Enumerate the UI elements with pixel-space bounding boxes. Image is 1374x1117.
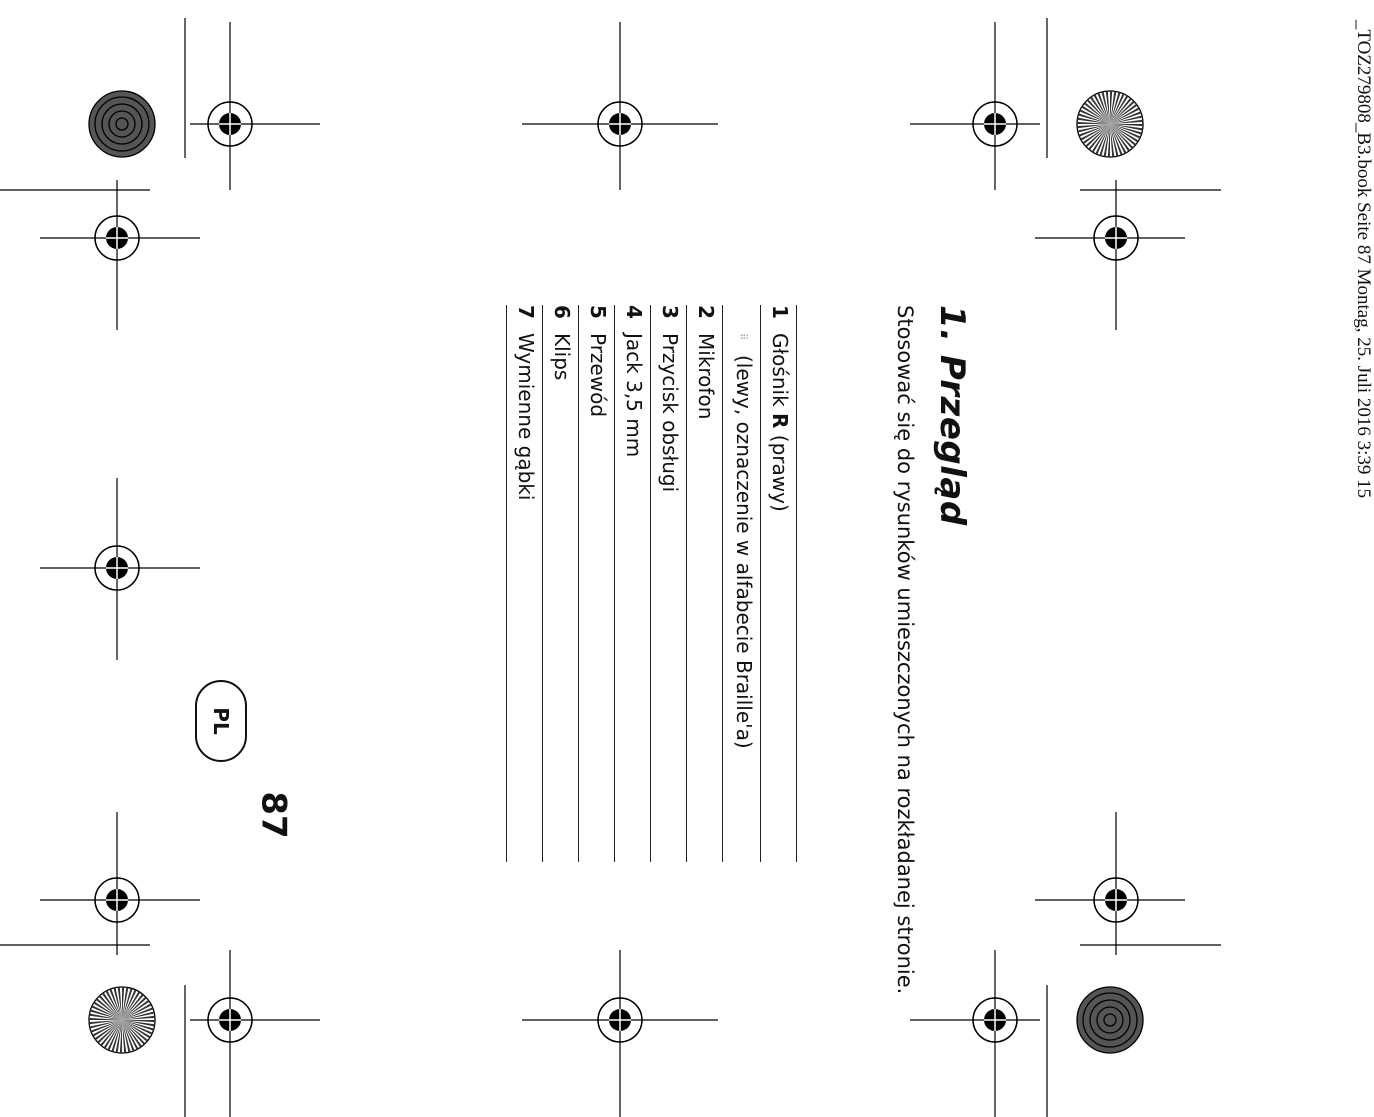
starburst-mark bbox=[89, 987, 155, 1053]
part-number bbox=[723, 305, 761, 327]
part-number: 2 bbox=[687, 305, 723, 327]
table-row bbox=[761, 305, 797, 862]
part-label: Klips bbox=[543, 327, 579, 862]
table-row bbox=[723, 305, 761, 862]
section-title: 1. Przegląd bbox=[932, 305, 972, 526]
page-number: 87 bbox=[253, 791, 294, 839]
part-label: Przycisk obsługi bbox=[651, 327, 687, 862]
print-header: _TOZ279808_B3.book Seite 87 Montag, 25. Juli 2016 3:39 15 bbox=[1353, 19, 1374, 499]
table-row bbox=[651, 305, 687, 862]
part-label: ⠿(lewy, oznaczenie w alfabecie Braille'a) bbox=[723, 327, 761, 862]
table-row bbox=[507, 305, 543, 862]
part-label: Mikrofon bbox=[687, 327, 723, 862]
part-number: 5 bbox=[579, 305, 615, 327]
intro-text: Stosować się do rysunków umieszczonych na rozkładanej stronie. bbox=[893, 305, 917, 995]
part-number: 7 bbox=[507, 305, 543, 327]
part-label: Jack 3,5 mm bbox=[615, 327, 651, 862]
braille-icon: ⠿ bbox=[737, 333, 749, 340]
part-label: Przewód bbox=[579, 327, 615, 862]
table-row bbox=[687, 305, 723, 862]
parts-table bbox=[507, 305, 798, 862]
table-row bbox=[615, 305, 651, 862]
part-number: 6 bbox=[543, 305, 579, 327]
table-row bbox=[543, 305, 579, 862]
part-label: Głośnik R (prawy) bbox=[761, 327, 797, 862]
part-number: 1 bbox=[761, 305, 797, 327]
part-number: 3 bbox=[651, 305, 687, 327]
section-overview bbox=[452, 305, 972, 1085]
part-label: Wymienne gąbki bbox=[507, 327, 543, 862]
language-badge: PL bbox=[195, 680, 247, 762]
part-number: 4 bbox=[615, 305, 651, 327]
starburst-mark bbox=[1077, 91, 1143, 157]
table-row bbox=[579, 305, 615, 862]
